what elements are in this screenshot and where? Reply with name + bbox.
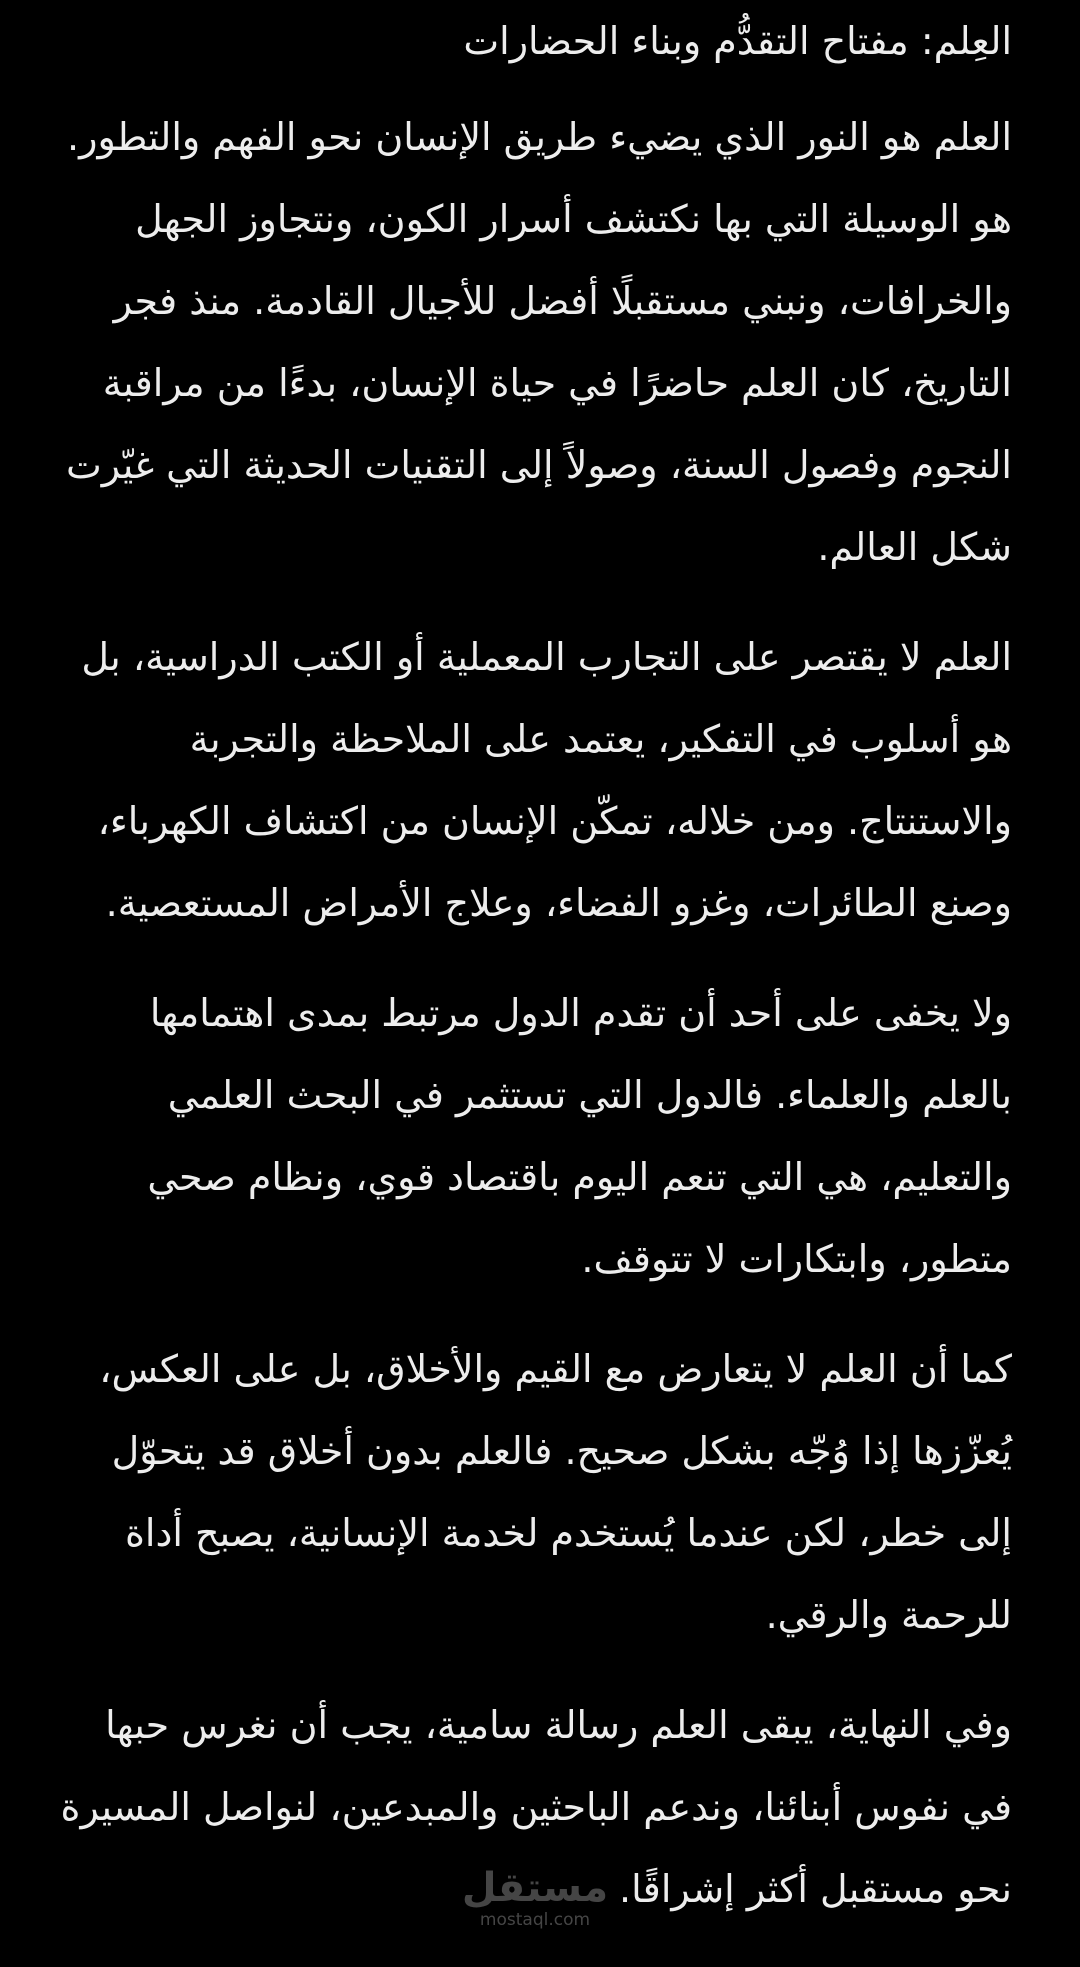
paragraph-5: وفي النهاية، يبقى العلم رسالة سامية، يجب أن نغرس حبها في نفوس أبنائنا، وندعم الباحثين والمبدعين، لنواصل المسيرة نحو مستقبل أكثر إشراقًا.: [60, 1703, 1012, 1911]
document-title: العِلم: مفتاح التقدُّم وبناء الحضارات: [463, 19, 1012, 63]
paragraph-3: ولا يخفى على أحد أن تقدم الدول مرتبط بمدى اهتمامها بالعلم والعلماء. فالدول التي تستثمر في البحث العلمي والتعليم، هي التي تنعم اليوم باقتصاد قوي، ونظام صحي متطور، وابتكارات لا تتوقف.: [147, 991, 1012, 1281]
watermark-logo: مستقل: [461, 1865, 609, 1911]
watermark-domain: mostaql.com: [479, 1910, 591, 1930]
mostaql-watermark: [460, 1866, 610, 1942]
paragraph-2: العلم لا يقتصر على التجارب المعملية أو الكتب الدراسية، بل هو أسلوب في التفكير، يعتمد على الملاحظة والتجربة والاستنتاج. ومن خلاله، تمكّن الإنسان من اكتشاف الكهرباء، وصنع الطائرات، وغزو الفضاء، وعلاج الأمراض المستعصية.: [81, 635, 1012, 925]
note-body: [52, 14, 1012, 1930]
paragraph-4: كما أن العلم لا يتعارض مع القيم والأخلاق، بل على العكس، يُعزّزها إذا وُجّه بشكل صحيح. فالعلم بدون أخلاق قد يتحوّل إلى خطر، لكن عندما يُستخدم لخدمة الإنسانية، يصبح أداة للرحمة والرقي.: [99, 1347, 1012, 1637]
paragraph-1: العلم هو النور الذي يضيء طريق الإنسان نحو الفهم والتطور. هو الوسيلة التي بها نكتشف أسرار الكون، ونتجاوز الجهل والخرافات، ونبني مستقبلًا أفضل للأجيال القادمة. منذ فجر التاريخ، كان العلم حاضرًا في حياة الإنسان، بدءًا من مراقبة النجوم وفصول السنة، وصولاً إلى التقنيات الحديثة التي غيّرت شكل العالم.: [66, 115, 1012, 569]
